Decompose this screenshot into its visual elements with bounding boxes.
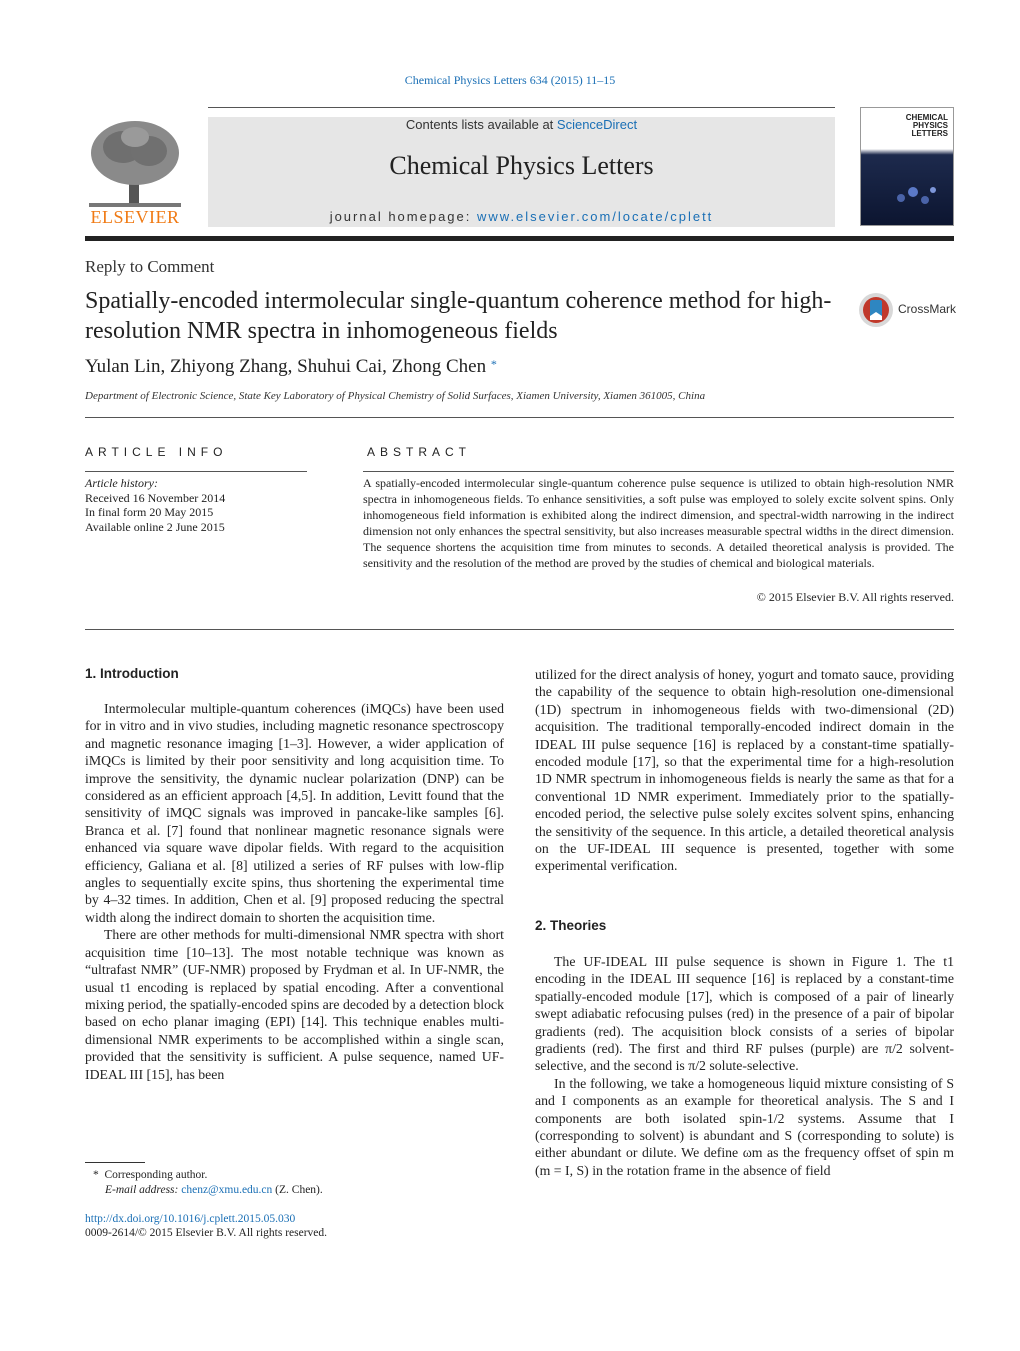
contents-prefix: Contents lists available at <box>405 117 557 132</box>
final-form-date: In final form 20 May 2015 <box>85 505 214 519</box>
intro-paragraph-1: Intermolecular multiple-quantum coherences (iMQCs) have been used for in vitro and in vivo studies, including magnetic resonance spectroscopy and magnetic resonance imaging [1–3]. However, a wider application of iMQCs is limited by their poor sensitivity and long acquisition time. To improve the sensitivity, the dynamic nuclear polarization (DNP) can be considered as an efficient approach [4,5]. In addition, Levitt found that the sensitivity of iMQC signals was improved in pancake-like samples [6]. Branca et al. [7] found that nonlinear magnetic resonance signals were enhanced via square wave dipolar fields. With regard to the acquisition efficiency, Galiana et al. [8] utilized a series of RF pulses with low-flip angles to sequentially excite spins, thus shortening the experimental time by 4–32 times. In addition, Chen et al. [9] proposed reducing the spectral width along the indirect domain to shorten the acquisition time. <box>85 701 504 925</box>
corresponding-author-note: Corresponding author. <box>104 1169 208 1181</box>
cover-title: CHEMICAL PHYSICS LETTERS <box>905 113 948 138</box>
article-info-rule <box>85 471 307 472</box>
homepage-prefix: journal homepage: <box>329 209 477 224</box>
introduction-body <box>85 700 504 1083</box>
affiliation: Department of Electronic Science, State Key Laboratory of Physical Chemistry of Solid Surfaces, Xiamen University, Xiamen 361005, China <box>85 390 706 402</box>
homepage-line <box>208 209 835 224</box>
crossmark-label: CrossMark <box>898 302 957 316</box>
history-label: Article history: <box>85 476 158 490</box>
article-type: Reply to Comment <box>85 257 215 276</box>
abstract-bottom-rule <box>85 629 954 630</box>
footnote-email <box>105 1183 323 1198</box>
header-rule <box>208 107 835 108</box>
footnote-corresponding <box>93 1168 207 1183</box>
intro-paragraph-2: There are other methods for multi-dimensional NMR spectra with short acquisition time [10–13]. The most notable technique was known as “ultrafast NMR” (UF-NMR) proposed by Frydman et al. In UF-NMR, the usual t1 encoding is replaced by spatial encoding. After a conventional mixing period, the spatially-encoded spins are decoded by a detection block based on echo planar imaging (EPI) [14]. This technique enables multi-dimensional NMR experiments to be accomplished within a single scan, provided that the sensitivity is sufficient. A pulse sequence, named UF-IDEAL III [15], has been <box>85 927 504 1082</box>
abstract-rule <box>363 471 954 472</box>
email-suffix: (Z. Chen). <box>272 1184 323 1196</box>
article-title: Spatially-encoded intermolecular single-quantum coherence method for high-resolution NMR spectra in inhomogeneous fields <box>85 288 832 344</box>
journal-header <box>208 117 835 227</box>
author-list: Yulan Lin, Zhiyong Zhang, Shuhui Cai, Zhong Chen <box>85 356 487 377</box>
crossmark-icon <box>858 290 898 330</box>
sciencedirect-link[interactable]: ScienceDirect <box>556 117 638 132</box>
crossmark-badge[interactable] <box>858 290 958 330</box>
footnote-mark: * <box>93 1169 99 1181</box>
article-info-heading: ARTICLE INFO <box>85 445 228 459</box>
abstract-copyright: © 2015 Elsevier B.V. All rights reserved. <box>756 590 954 604</box>
journal-reference[interactable]: Chemical Physics Letters 634 (2015) 11–15 <box>404 73 616 87</box>
article-history <box>85 476 315 534</box>
homepage-link[interactable]: www.elsevier.com/locate/cplett <box>477 209 714 224</box>
elsevier-wordmark: ELSEVIER <box>90 207 180 227</box>
theories-paragraph-1: The UF-IDEAL III pulse sequence is shown in Figure 1. The t1 encoding in the IDEAL III sequence [16] is replaced by a constant-time spatially-encoded module [17], which is composed of a pair of linearly swept adiabatic refocusing pulses (red) in the presence of a pair of bipolar gradients (red). The acquisition block consists of a series of bipolar gradients (red). The first and third RF pulses (purple) are π/2 solvent-selective, and the second is π/2 solute-selective. <box>535 954 954 1074</box>
email-label: E-mail address: <box>105 1184 182 1196</box>
elsevier-logo <box>85 117 185 227</box>
molecule-icon <box>891 178 941 213</box>
intro-continuation <box>535 666 954 875</box>
journal-title: Chemical Physics Letters <box>389 151 654 180</box>
theories-body <box>535 953 954 1179</box>
intro-continued-paragraph: utilized for the direct analysis of honey, yogurt and tomato sauce, providing the capability of the sequence to obtain high-resolution one-dimensional (1D) spectrum in inhomogeneous fields with two-dimensional (2D) acquisition. The traditional temporally-encoded indirect domain in the IDEAL III pulse sequence [16] is replaced by a constant-time spatially-encoded module [17], so that the experimental time for a high-resolution 1D NMR spectrum in inhomogeneous fields is nearly the same as that for a conventional 1D NMR experiment. Immediately prior to the spatially-encoded period, the selective pulse solely excites solvent spins, enhancing the sensitivity of the sequence. In this article, a detailed theoretical analysis on the UF-IDEAL III sequence is presented, together with some experimental verification. <box>535 667 954 874</box>
theories-heading: 2. Theories <box>535 918 607 933</box>
theories-paragraph-2: In the following, we take a homogeneous liquid mixture consisting of S and I components as an example for theoretical analysis. The S and I components are both isolated spin-1/2 systems. Assume that I (corresponding to solvent) is abundant and S (corresponding to solute) is either abundant or dilute. We define ωm as the frequency offset of spin m (m = I, S) in the rotation frame in the absence of field <box>535 1075 954 1178</box>
abstract-heading: ABSTRACT <box>367 445 472 459</box>
received-date: Received 16 November 2014 <box>85 490 226 505</box>
doi-text[interactable]: http://dx.doi.org/10.1016/j.cplett.2015.05.030 <box>85 1213 296 1225</box>
online-date: Available online 2 June 2015 <box>85 519 225 534</box>
introduction-heading: 1. Introduction <box>85 666 179 681</box>
corresponding-author-mark[interactable]: * <box>490 357 497 371</box>
affiliation-rule <box>85 417 954 418</box>
issn-line: 0009-2614/© 2015 Elsevier B.V. All rights reserved. <box>85 1227 328 1239</box>
doi-link[interactable] <box>85 1212 295 1227</box>
email-link[interactable]: chenz@xmu.edu.cn <box>181 1184 273 1196</box>
footnote-rule <box>85 1162 145 1163</box>
abstract-text: A spatially-encoded intermolecular single-quantum coherence pulse sequence is utilized to obtain high-resolution NMR spectra in inhomogeneous fields. To enhance sensitivities, a soft pulse was employed to solely excite solvent spins. Only inhomogeneous field information is exhibited along the indirect dimension, and spectral-width narrowing in the indirect dimension not only enhances the spectral sensitivity, but also increases measurable spectral widths in the direct dimension. The sequence shortens the acquisition time from minutes to seconds. A detailed theoretical analysis is provided. The sensitivity and the resolution of the method are proved by the studies of chemical and biological materials. <box>363 476 954 570</box>
authors <box>85 356 497 378</box>
header-thick-rule <box>85 236 954 241</box>
journal-cover <box>860 107 954 226</box>
contents-line <box>208 117 835 132</box>
